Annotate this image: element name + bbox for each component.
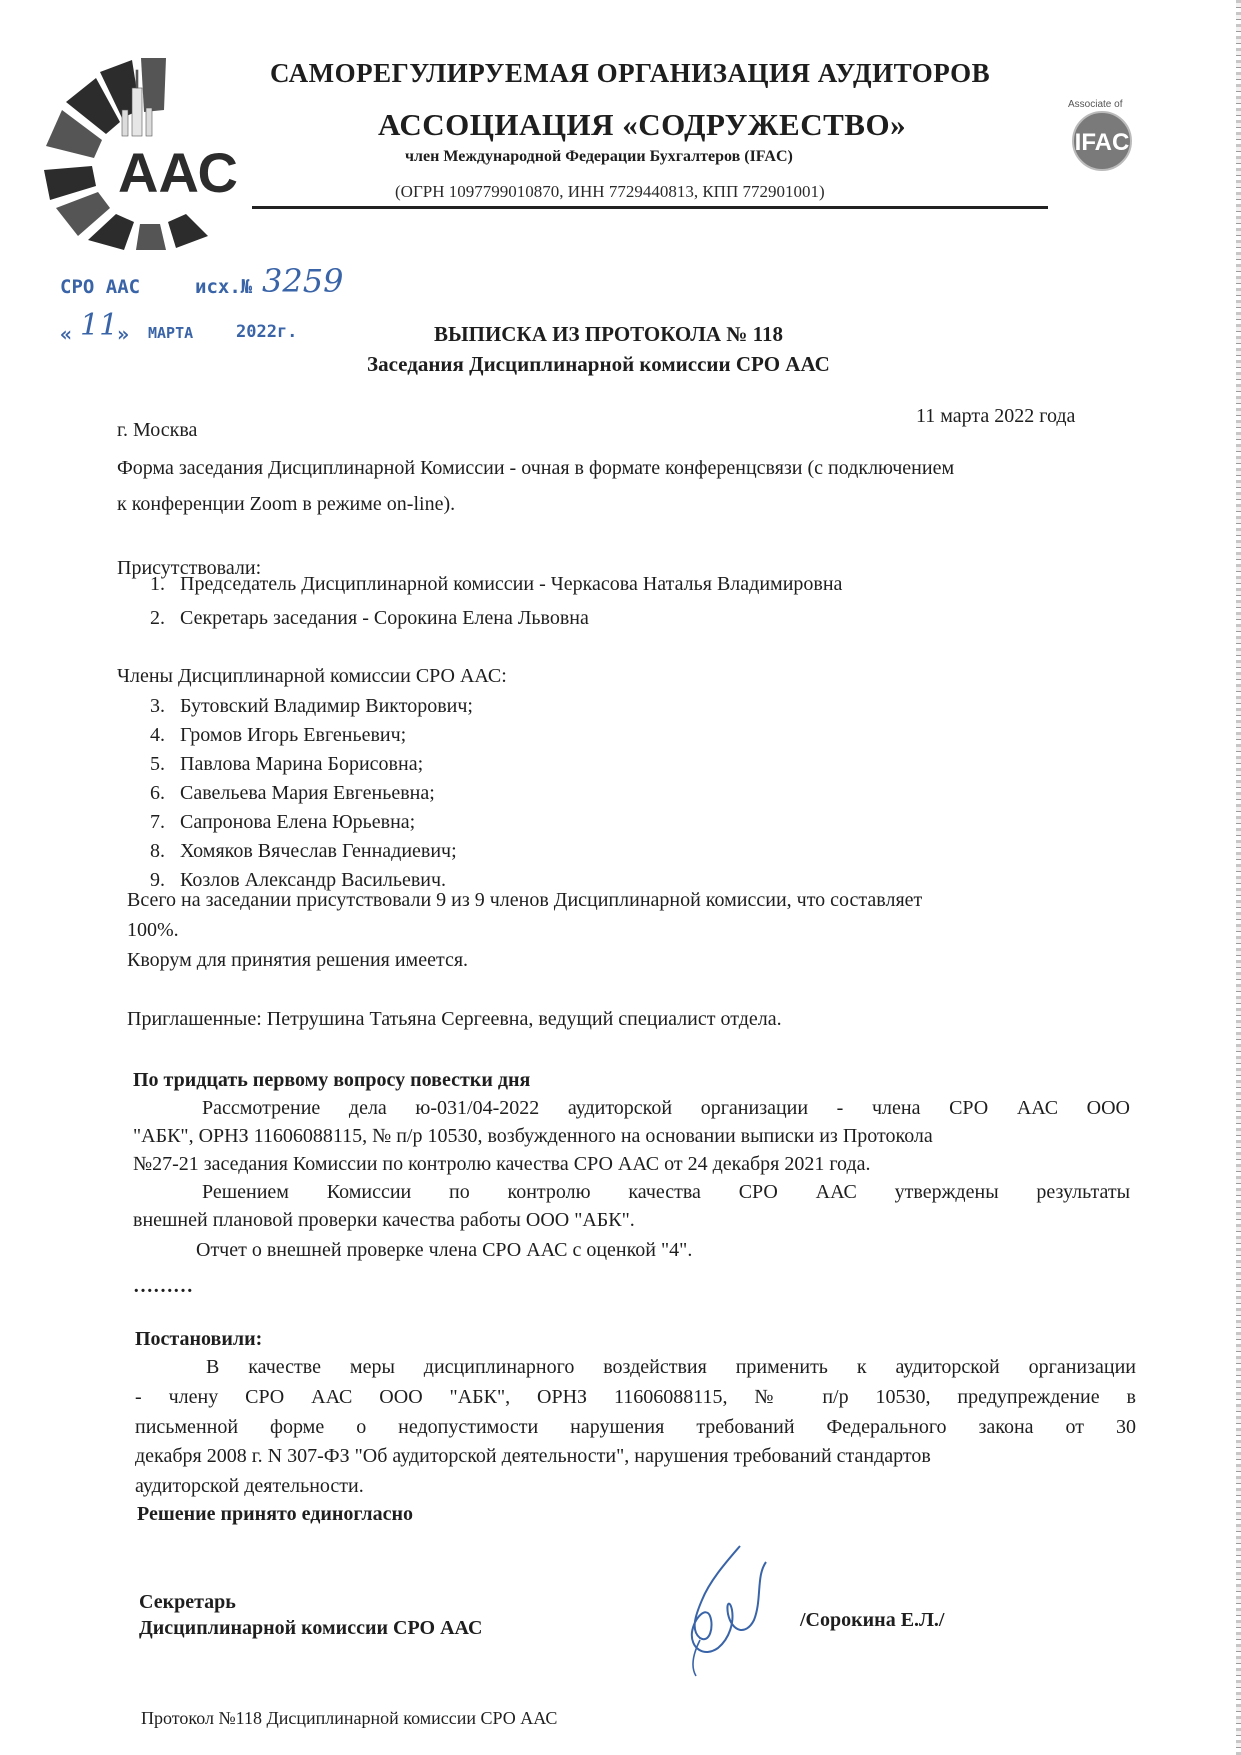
member-item: 6. Савельева Мария Евгеньевна; bbox=[150, 782, 435, 804]
question-line: Рассмотрение дела ю-031/04-2022 аудиторской организации - члена СРО ААС ООО bbox=[202, 1097, 1130, 1119]
present-item: 1. Председатель Дисциплинарной комиссии - Черкасова Наталья Владимировна bbox=[150, 573, 843, 595]
document-date: 11 марта 2022 года bbox=[916, 405, 1076, 427]
question-line: Отчет о внешней проверке члена СРО ААС с оценкой "4". bbox=[196, 1239, 693, 1261]
question-heading: По тридцать первому вопросу повестки дня bbox=[133, 1069, 531, 1091]
decided-line: - члену СРО ААС ООО "АБК", ОРНЗ 11606088115, № п/р 10530, предупреждение в bbox=[135, 1386, 1136, 1408]
stamp-quote-close: » bbox=[117, 322, 130, 346]
member-item: 5. Павлова Марина Борисовна; bbox=[150, 753, 424, 775]
members-list bbox=[150, 694, 473, 897]
handwritten-signature bbox=[670, 1540, 780, 1680]
document-title: ВЫПИСКА ИЗ ПРОТОКОЛА № 118 bbox=[434, 322, 783, 346]
document-subtitle: Заседания Дисциплинарной комиссии СРО ААС bbox=[367, 352, 830, 376]
present-item: 2. Секретарь заседания - Сорокина Елена Львовна bbox=[150, 607, 589, 629]
ellipsis: ……… bbox=[133, 1275, 193, 1297]
decided-heading: Постановили: bbox=[135, 1328, 263, 1350]
invited: Приглашенные: Петрушина Татьяна Сергеевна, ведущий специалист отдела. bbox=[127, 1008, 782, 1030]
decided-line: письменной форме о недопустимости нарушения требований Федерального закона от 30 bbox=[135, 1416, 1136, 1438]
org-name-line2: АССОЦИАЦИЯ «СОДРУЖЕСТВО» bbox=[378, 107, 907, 142]
ifac-badge bbox=[1060, 95, 1150, 175]
member-item: 4. Громов Игорь Евгеньевич; bbox=[150, 724, 407, 746]
signer-name: /Сорокина Е.Л./ bbox=[800, 1609, 945, 1631]
scan-edge-artifact bbox=[1236, 0, 1241, 1755]
signer-role-line2: Дисциплинарной комиссии СРО ААС bbox=[139, 1617, 483, 1639]
stamp-quote-open: « bbox=[60, 322, 73, 346]
city: г. Москва bbox=[117, 419, 198, 441]
org-membership-line: член Международной Федерации Бухгалтеров (IFAC) bbox=[405, 148, 793, 165]
stamp-ref-number: 3259 bbox=[262, 262, 344, 300]
signer-role-line1: Секретарь bbox=[139, 1591, 236, 1613]
member-item: 9. Козлов Александр Васильевич. bbox=[150, 869, 447, 891]
ifac-logo-text: IFAC bbox=[1074, 129, 1130, 156]
total-line1: Всего на заседании присутствовали 9 из 9 членов Дисциплинарной комиссии, что составляет bbox=[127, 889, 923, 911]
stamp-org: СРО ААС bbox=[60, 276, 141, 298]
decided-line: В качестве меры дисциплинарного воздействия применить к аудиторской организации bbox=[206, 1356, 1136, 1378]
member-item: 3. Бутовский Владимир Викторович; bbox=[150, 695, 473, 717]
org-name-line1: САМОРЕГУЛИРУЕМАЯ ОРГАНИЗАЦИЯ АУДИТОРОВ bbox=[270, 58, 991, 88]
org-registration-line: (ОГРН 1097799010870, ИНН 7729440813, КПП 772901001) bbox=[395, 182, 825, 201]
meeting-form-line1: Форма заседания Дисциплинарной Комиссии - очная в формате конференцсвязи (с подключением bbox=[117, 457, 955, 479]
question-line: "АБК", ОРНЗ 11606088115, № п/р 10530, возбужденного на основании выписки из Протокола bbox=[133, 1125, 933, 1147]
stamp-ref-label: исх.№ bbox=[195, 276, 253, 298]
decided-line: декабря 2008 г. N 307-ФЗ "Об аудиторской деятельности", нарушения требований стандартов bbox=[135, 1445, 931, 1467]
question-line: Решением Комиссии по контролю качества СРО ААС утверждены результаты bbox=[202, 1181, 1130, 1203]
question-line: внешней плановой проверки качества работы ООО "АБК". bbox=[133, 1209, 635, 1231]
unanimous-decision: Решение принято единогласно bbox=[137, 1503, 414, 1525]
decided-line: аудиторской деятельности. bbox=[135, 1475, 364, 1497]
present-label: Присутствовали: bbox=[117, 557, 262, 579]
present-list bbox=[150, 572, 842, 640]
stamp-day: 11 bbox=[80, 308, 119, 343]
aac-logo bbox=[36, 50, 266, 250]
quorum: Кворум для принятия решения имеется. bbox=[127, 949, 469, 971]
ifac-caption: Associate of bbox=[1068, 99, 1123, 110]
stamp-year: 2022г. bbox=[236, 322, 298, 342]
stamp-month: МАРТА bbox=[148, 324, 194, 342]
member-item: 8. Хомяков Вячеслав Геннадиевич; bbox=[150, 840, 457, 862]
member-item: 7. Сапронова Елена Юрьевна; bbox=[150, 811, 416, 833]
total-line2: 100%. bbox=[127, 919, 179, 941]
footer-text: Протокол №118 Дисциплинарной комиссии СРО ААС bbox=[141, 1708, 558, 1728]
question-line: №27-21 заседания Комиссии по контролю качества СРО ААС от 24 декабря 2021 года. bbox=[133, 1153, 871, 1175]
members-label: Члены Дисциплинарной комиссии СРО ААС: bbox=[117, 665, 507, 687]
meeting-form-line2: к конференции Zoom в режиме on-line). bbox=[117, 493, 456, 515]
header-divider bbox=[252, 206, 1048, 209]
logo-text: ААС bbox=[118, 141, 238, 204]
